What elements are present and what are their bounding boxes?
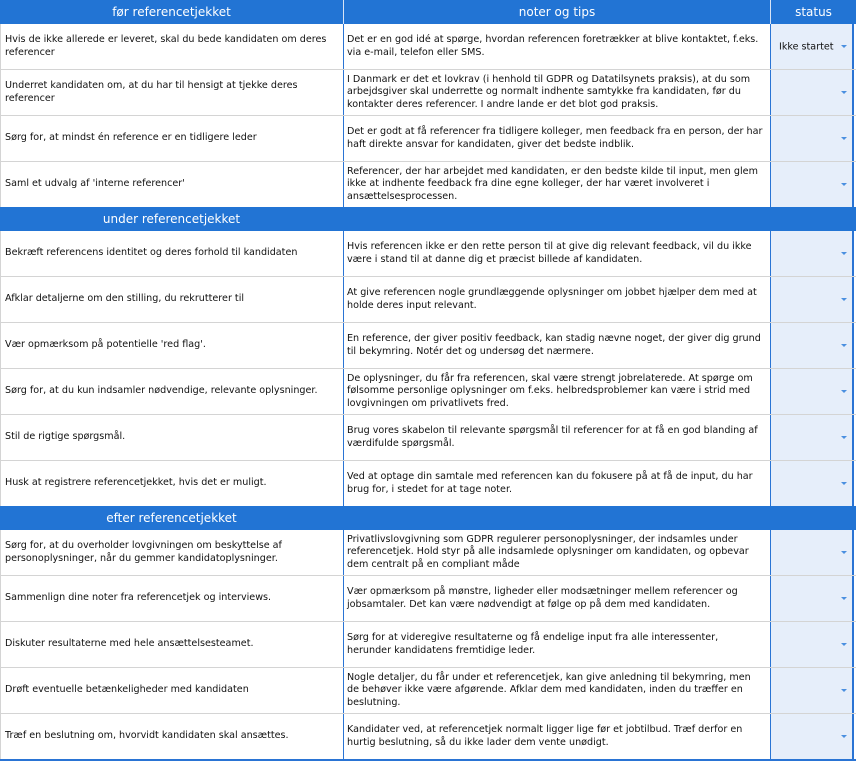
table-row	[0, 668, 856, 714]
table-row	[0, 323, 856, 369]
status-value: Ikke startet	[779, 41, 834, 52]
table-row	[0, 277, 856, 323]
note-cell[interactable]: Ved at optage din samtale med referencen kan du fokusere på at få de input, du har brug for, i stedet for at tage noter.	[343, 461, 770, 506]
note-cell[interactable]: Hvis referencen ikke er den rette person til at give dig relevant feedback, vil du ikke være i stand til at danne dig et præcist billede af kandidaten.	[343, 231, 770, 276]
table-row	[0, 714, 856, 761]
chevron-down-icon[interactable]	[841, 735, 847, 738]
note-cell[interactable]: En reference, der giver positiv feedback, kan stadig nævne noget, der giver dig grund til bekymring. Notér det og undersøg det nærmere.	[343, 323, 770, 368]
task-cell[interactable]: Træf en beslutning om, hvorvidt kandidaten skal ansættes.	[0, 714, 343, 759]
table-row	[0, 162, 856, 207]
status-dropdown[interactable]	[770, 162, 854, 207]
chevron-down-icon[interactable]	[841, 597, 847, 600]
chevron-down-icon[interactable]	[841, 390, 847, 393]
task-cell[interactable]: Husk at registrere referencetjekket, hvis det er muligt.	[0, 461, 343, 506]
status-dropdown[interactable]	[770, 461, 854, 506]
status-dropdown[interactable]	[770, 415, 854, 460]
note-cell[interactable]: Privatlivslovgivning som GDPR regulerer personoplysninger, der indsamles under referencetjek. Hold styr på alle indsamlede oplysninger om kandidaten, og opbevar dem centralt på en compliant måde	[343, 530, 770, 575]
task-cell[interactable]: Diskuter resultaterne med hele ansættelsesteamet.	[0, 622, 343, 667]
task-cell[interactable]: Vær opmærksom på potentielle 'red flag'.	[0, 323, 343, 368]
table-row	[0, 24, 856, 70]
table-row	[0, 70, 856, 116]
table-row	[0, 415, 856, 461]
task-cell[interactable]: Sørg for, at du kun indsamler nødvendige, relevante oplysninger.	[0, 369, 343, 414]
status-dropdown[interactable]	[770, 24, 854, 69]
chevron-down-icon[interactable]	[841, 91, 847, 94]
chevron-down-icon[interactable]	[841, 689, 847, 692]
section-header-during: under referencetjekket	[0, 207, 856, 231]
note-cell[interactable]: Det er godt at få referencer fra tidligere kolleger, men feedback fra en person, der har haft direkte ansvar for kandidaten, giver det bedste indblik.	[343, 116, 770, 161]
task-cell[interactable]: Saml et udvalg af 'interne referencer'	[0, 162, 343, 207]
header-col-notes: noter og tips	[343, 0, 770, 24]
chevron-down-icon[interactable]	[841, 436, 847, 439]
status-dropdown[interactable]	[770, 530, 854, 575]
note-cell[interactable]: Vær opmærksom på mønstre, ligheder eller modsætninger mellem referencer og jobsamtaler. Det kan være nødvendigt at følge op på dem med kandidaten.	[343, 576, 770, 621]
chevron-down-icon[interactable]	[841, 344, 847, 347]
chevron-down-icon[interactable]	[841, 252, 847, 255]
header-col-task: før referencetjekket	[112, 5, 231, 19]
chevron-down-icon[interactable]	[841, 45, 847, 48]
chevron-down-icon[interactable]	[841, 298, 847, 301]
table-row	[0, 116, 856, 162]
chevron-down-icon[interactable]	[841, 482, 847, 485]
status-dropdown[interactable]	[770, 277, 854, 322]
section-header-after: efter referencetjekket	[0, 506, 856, 530]
header-col-status: status	[770, 0, 856, 24]
table-row	[0, 369, 856, 415]
status-dropdown[interactable]	[770, 668, 854, 713]
table-row	[0, 576, 856, 622]
chevron-down-icon[interactable]	[841, 551, 847, 554]
note-cell[interactable]: Brug vores skabelon til relevante spørgsmål til referencer for at få en god blanding af værdifulde spørgsmål.	[343, 415, 770, 460]
table-row	[0, 231, 856, 277]
chevron-down-icon[interactable]	[841, 183, 847, 186]
status-dropdown[interactable]	[770, 369, 854, 414]
status-dropdown[interactable]	[770, 622, 854, 667]
chevron-down-icon[interactable]	[841, 137, 847, 140]
task-cell[interactable]: Sørg for, at mindst én reference er en tidligere leder	[0, 116, 343, 161]
task-cell[interactable]: Drøft eventuelle betænkeligheder med kandidaten	[0, 668, 343, 713]
task-cell[interactable]: Stil de rigtige spørgsmål.	[0, 415, 343, 460]
note-cell[interactable]: Det er en god idé at spørge, hvordan referencen foretrækker at blive kontaktet, f.eks. via e-mail, telefon eller SMS.	[343, 24, 770, 69]
note-cell[interactable]: Referencer, der har arbejdet med kandidaten, er den bedste kilde til input, men glem ikke at indhente feedback fra dine egne kolleger, der har været involveret i ansættelsesprocessen.	[343, 162, 770, 207]
task-cell[interactable]: Afklar detaljerne om den stilling, du rekrutterer til	[0, 277, 343, 322]
task-cell[interactable]: Sørg for, at du overholder lovgivningen om beskyttelse af personoplysninger, når du gemmer kandidatoplysninger.	[0, 530, 343, 575]
status-dropdown[interactable]	[770, 116, 854, 161]
note-cell[interactable]: Nogle detaljer, du får under et referencetjek, kan give anledning til bekymring, men de behøver ikke være afgørende. Afklar dem med kandidaten, inden du træffer en beslutning.	[343, 668, 770, 713]
header-row	[0, 0, 856, 24]
chevron-down-icon[interactable]	[841, 643, 847, 646]
table-row	[0, 530, 856, 576]
status-dropdown[interactable]	[770, 714, 854, 759]
note-cell[interactable]: Kandidater ved, at referencetjek normalt ligger lige før et jobtilbud. Træf derfor en hurtig beslutning, så du ikke lader dem vente unødigt.	[343, 714, 770, 759]
task-cell[interactable]: Underret kandidaten om, at du har til hensigt at tjekke deres referencer	[0, 70, 343, 115]
task-cell[interactable]: Sammenlign dine noter fra referencetjek og interviews.	[0, 576, 343, 621]
note-cell[interactable]: I Danmark er det et lovkrav (i henhold til GDPR og Datatilsynets praksis), at du som arbejdsgiver skal underrette og normalt indhente samtykke fra kandidaten, før du kontakter deres referencer. I andre lande er det blot god praksis.	[343, 70, 770, 115]
note-cell[interactable]: At give referencen nogle grundlæggende oplysninger om jobbet hjælper dem med at holde deres input relevant.	[343, 277, 770, 322]
status-dropdown[interactable]	[770, 231, 854, 276]
table-row	[0, 461, 856, 506]
table-row	[0, 622, 856, 668]
status-dropdown[interactable]	[770, 70, 854, 115]
status-dropdown[interactable]	[770, 576, 854, 621]
status-dropdown[interactable]	[770, 323, 854, 368]
note-cell[interactable]: De oplysninger, du får fra referencen, skal være strengt jobrelaterede. At spørge om følsomme personlige oplysninger om f.eks. helbredsproblemer kan være i strid med lovgivningen om privatlivets fred.	[343, 369, 770, 414]
note-cell[interactable]: Sørg for at videregive resultaterne og få endelige input fra alle interessenter, herunder kandidatens fremtidige leder.	[343, 622, 770, 667]
task-cell[interactable]: Hvis de ikke allerede er leveret, skal du bede kandidaten om deres referencer	[0, 24, 343, 69]
task-cell[interactable]: Bekræft referencens identitet og deres forhold til kandidaten	[0, 231, 343, 276]
